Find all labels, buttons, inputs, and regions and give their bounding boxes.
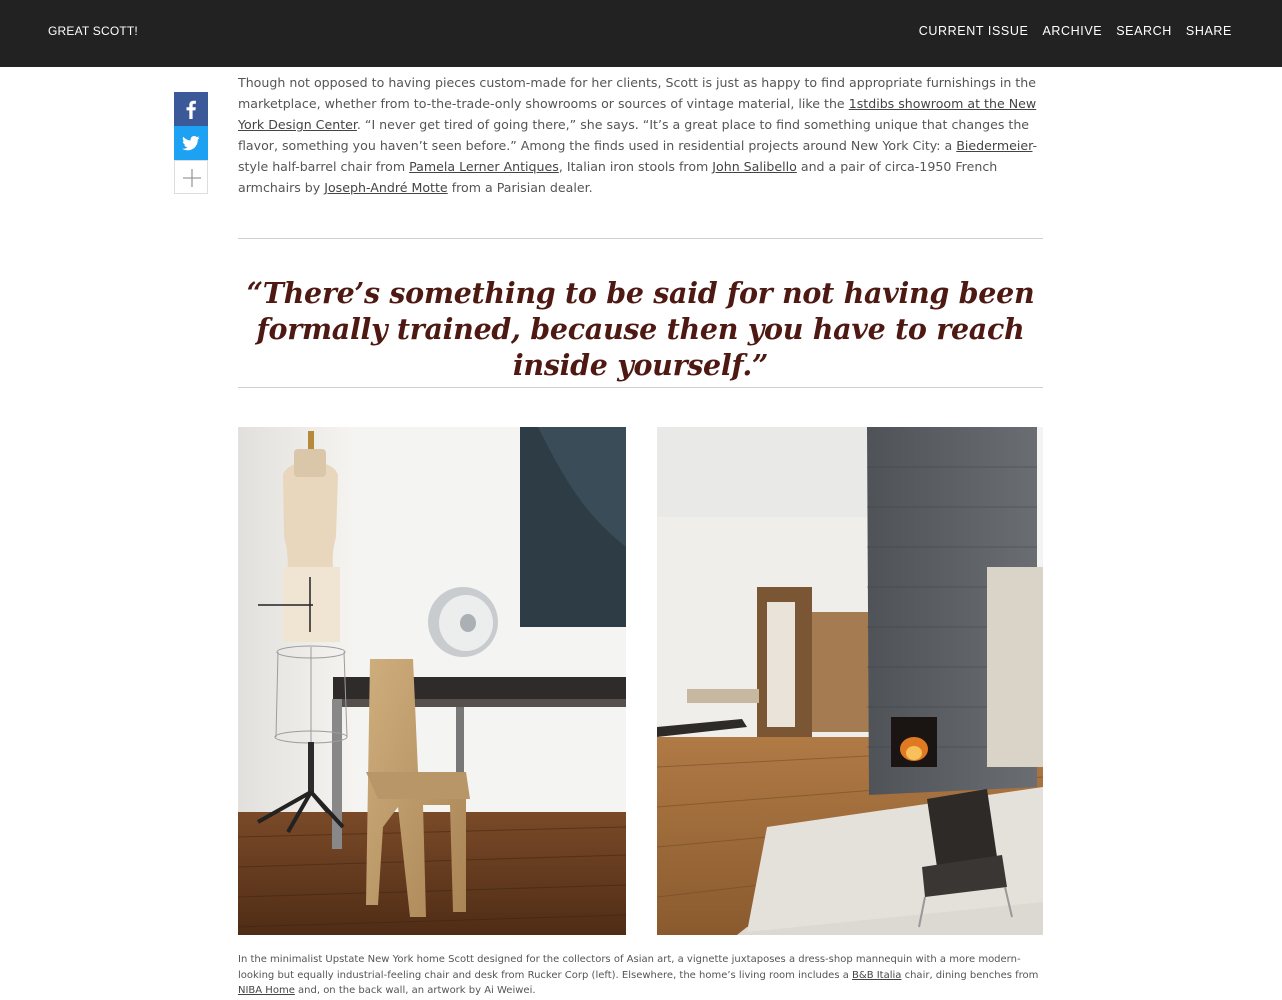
facebook-icon	[174, 92, 208, 126]
more-share-button[interactable]	[174, 160, 208, 194]
top-nav	[919, 24, 1232, 38]
top-bar	[0, 0, 1282, 67]
article-paragraph	[238, 72, 1044, 198]
link-niba-home[interactable]: NIBA Home	[238, 985, 295, 996]
paragraph-text: from a Parisian dealer.	[447, 180, 593, 195]
paragraph-text: . “I never get tired of going there,” she says. “It’s a great place to find something unique that changes the flavor, something you haven’t seen before.” Among the finds used in residential projects around New York City: a	[238, 117, 1030, 153]
link-john-salibello[interactable]: John Salibello	[712, 159, 797, 174]
divider-bottom	[238, 387, 1043, 388]
plus-icon	[175, 161, 209, 195]
nav-share[interactable]: SHARE	[1185, 24, 1232, 38]
nav-search[interactable]: SEARCH	[1116, 24, 1172, 38]
site-logo[interactable]: GREAT SCOTT!	[48, 24, 138, 38]
link-joseph-andre-motte[interactable]: Joseph-André Motte	[324, 180, 448, 195]
paragraph-text: , Italian iron stools from	[558, 159, 713, 174]
twitter-icon	[174, 126, 208, 160]
pull-quote: “There’s something to be said for not having been formally trained, because then you have to reach inside yourself.”	[246, 276, 1035, 382]
photo-caption	[238, 952, 1044, 999]
share-sidebar	[174, 92, 209, 194]
link-bb-italia[interactable]: B&B Italia	[852, 969, 902, 981]
paragraph-text: -style half-barrel chair from	[238, 138, 1038, 174]
caption-text: chair, dining benches from	[901, 969, 1039, 981]
nav-current-issue[interactable]: CURRENT ISSUE	[918, 24, 1029, 38]
link-pamela-lerner[interactable]: Pamela Lerner Antiques	[409, 159, 559, 174]
caption-text: In the minimalist Upstate New York home Scott designed for the collectors of Asian art, a vignette juxtaposes a dress-shop mannequin with a more modern-looking but equally industrial-feeling chair and desk from Rucker Corp (left). Elsewhere, the home’s living room includes a	[238, 954, 1021, 981]
facebook-share-button[interactable]	[174, 92, 208, 126]
twitter-share-button[interactable]	[174, 126, 208, 160]
link-1stdibs[interactable]: 1stdibs showroom at the New York Design Center	[238, 96, 1037, 132]
caption-text: and, on the back wall, an artwork by Ai Weiwei.	[294, 985, 536, 996]
photo-mannequin-vignette	[238, 427, 626, 935]
link-biedermeier[interactable]: Biedermeier	[956, 138, 1033, 153]
photo-living-room	[657, 427, 1043, 935]
nav-archive[interactable]: ARCHIVE	[1042, 24, 1103, 38]
divider-top	[238, 238, 1043, 239]
paragraph-text: and a pair of circa-1950 French armchairs by	[238, 159, 998, 195]
article-body	[238, 72, 1044, 198]
paragraph-text: Though not opposed to having pieces custom-made for her clients, Scott is just as happy to find appropriate furnishings in the marketplace, whether from to-the-trade-only showrooms or sources of vintage material, like the	[238, 75, 1036, 111]
